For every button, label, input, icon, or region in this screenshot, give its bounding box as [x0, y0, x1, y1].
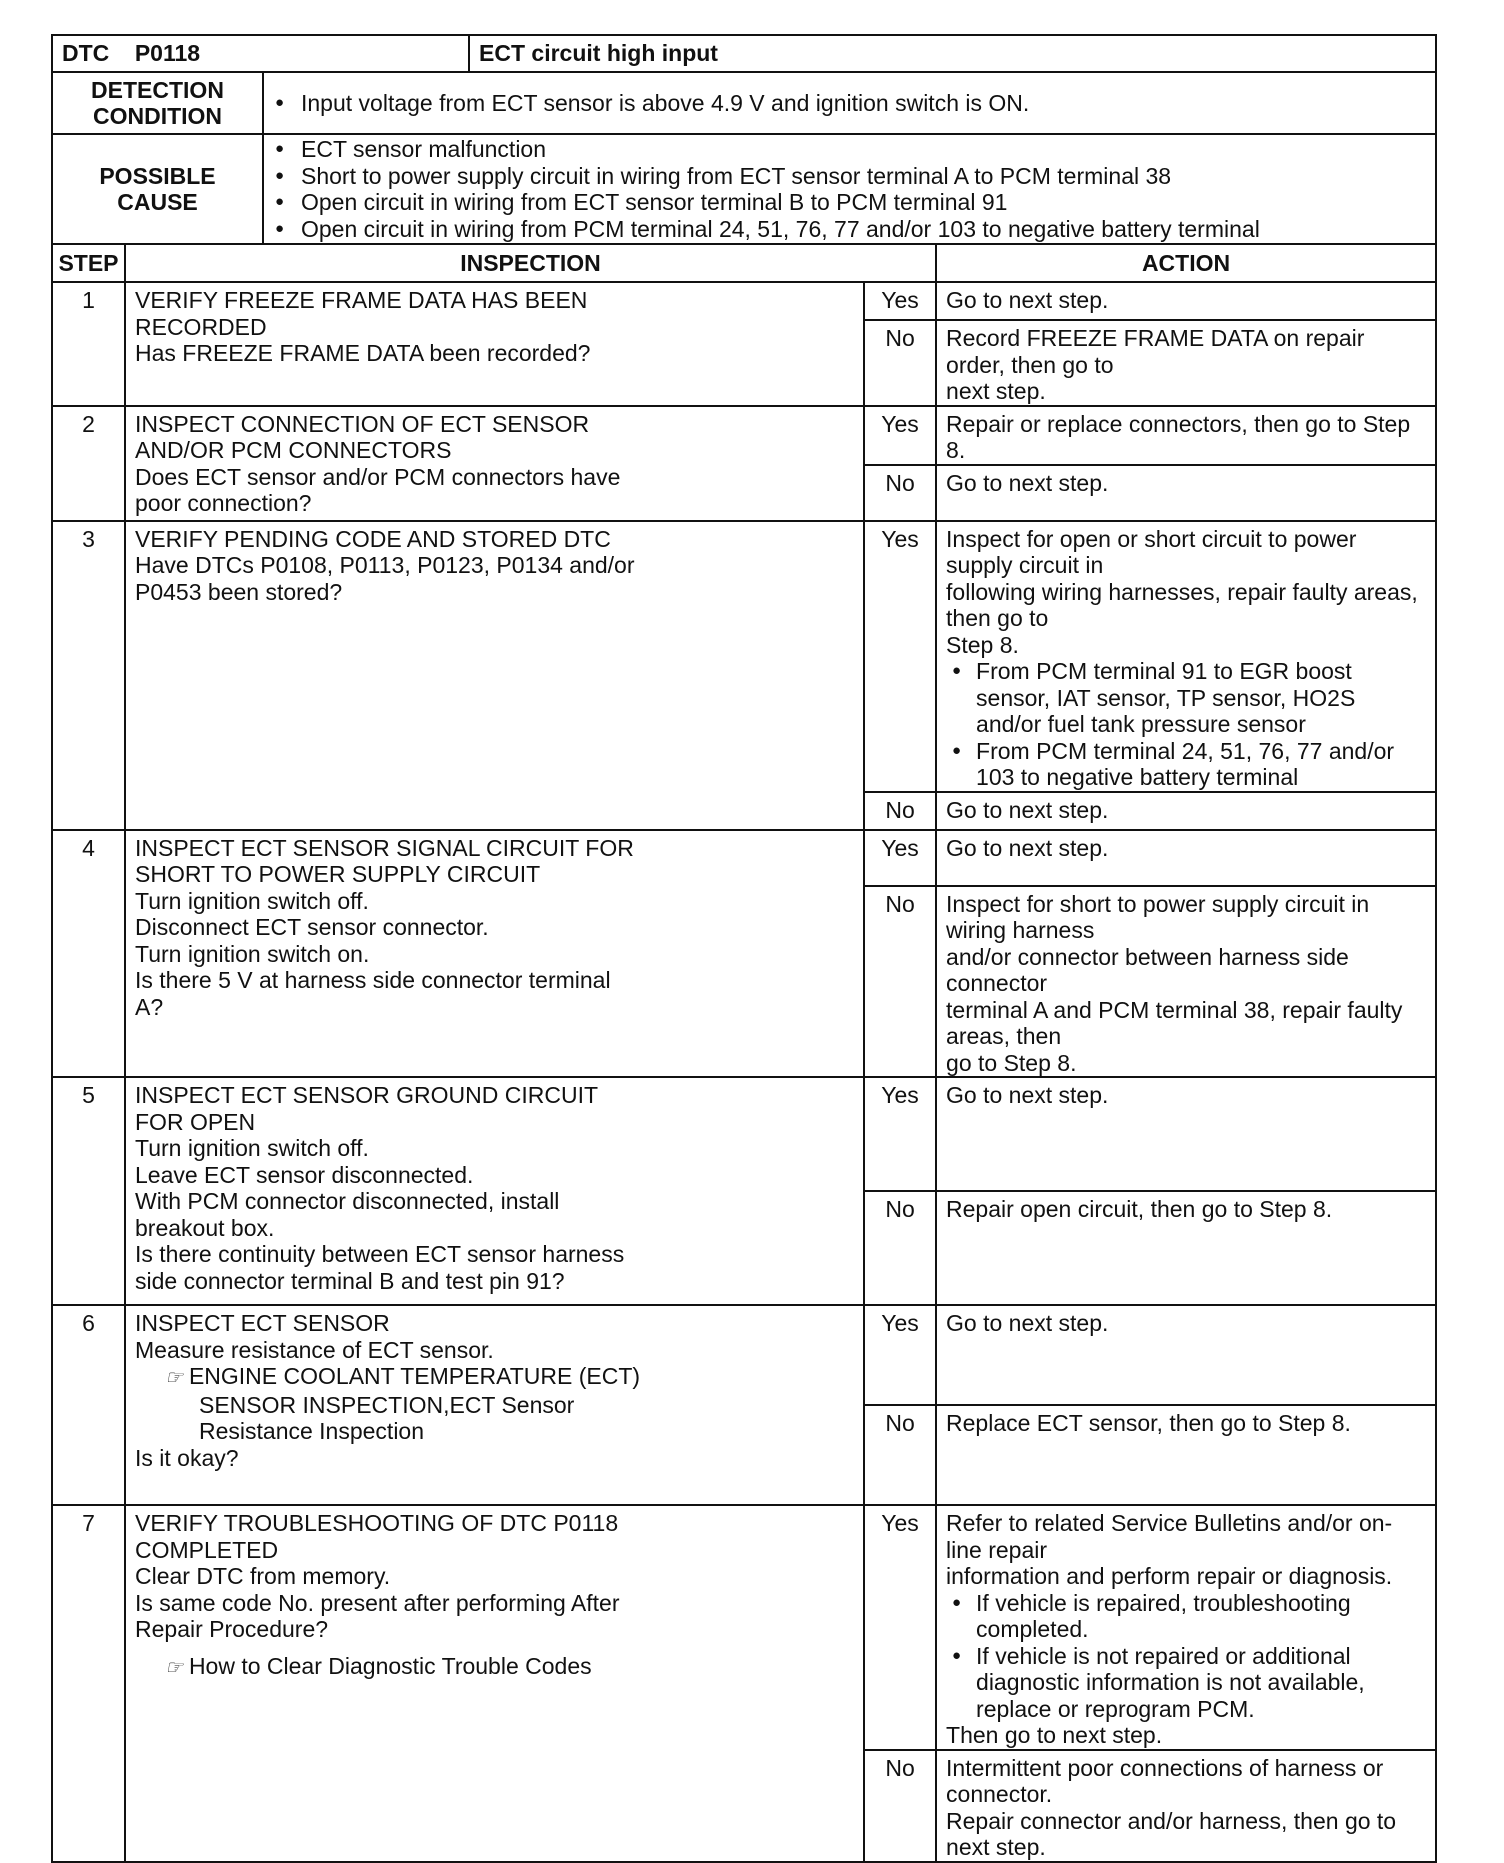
- dtc-procedure-sheet: [51, 34, 1435, 1863]
- detection-row: [52, 72, 1436, 134]
- no-label: No: [864, 1191, 936, 1305]
- cause-item: ● Open circuit in wiring from ECT sensor terminal B to PCM terminal 91: [273, 189, 1426, 216]
- col-action: ACTION: [936, 244, 1436, 282]
- yes-label: Yes: [864, 521, 936, 792]
- action-bullet: ● From PCM terminal 24, 51, 76, 77 and/or 103 to negative battery terminal: [946, 738, 1426, 791]
- no-label: No: [864, 1405, 936, 1505]
- cause-item: ● ECT sensor malfunction: [273, 136, 1426, 163]
- dtc-code: P0118: [134, 40, 201, 67]
- yes-label: Yes: [864, 406, 936, 465]
- yes-label: Yes: [864, 1505, 936, 1750]
- header-row: [52, 35, 1436, 72]
- action-bullet: ● From PCM terminal 91 to EGR boost sensor, IAT sensor, TP sensor, HO2S and/or fuel tank pressure sensor: [946, 658, 1426, 738]
- step-number: 4: [52, 830, 125, 1078]
- inspection-text: VERIFY PENDING CODE AND STORED DTC Have DTCs P0108, P0113, P0123, P0134 and/or P0453 been stored?: [125, 521, 864, 830]
- no-action: Go to next step.: [936, 792, 1436, 830]
- col-step: STEP: [52, 244, 125, 282]
- step-number: 7: [52, 1505, 125, 1862]
- yes-action: Go to next step.: [936, 1077, 1436, 1191]
- yes-action: Go to next step.: [936, 1305, 1436, 1405]
- cause-item: ● Open circuit in wiring from PCM terminal 24, 51, 76, 77 and/or 103 to negative battery terminal: [273, 216, 1426, 243]
- reference-link[interactable]: ☞ How to Clear Diagnostic Trouble Codes: [165, 1652, 592, 1679]
- dtc-title: ECT circuit high input: [469, 35, 1436, 72]
- cause-row: [52, 134, 1436, 244]
- yes-label: Yes: [864, 830, 936, 886]
- detection-condition: [263, 72, 1436, 134]
- step-number: 2: [52, 406, 125, 521]
- yes-action: Repair or replace connectors, then go to Step 8.: [936, 406, 1436, 465]
- no-action: Go to next step.: [936, 465, 1436, 521]
- no-action: Record FREEZE FRAME DATA on repair order, then go to next step.: [936, 320, 1436, 406]
- cause-label: POSSIBLE CAUSE: [52, 134, 263, 244]
- step-row: [52, 521, 1436, 792]
- detection-item: ● Input voltage from ECT sensor is above 4.9 V and ignition switch is ON.: [273, 90, 1426, 117]
- dtc-table: [51, 34, 1437, 1863]
- step-row: [52, 1305, 1436, 1405]
- no-label: No: [864, 792, 936, 830]
- yes-action: Go to next step.: [936, 830, 1436, 886]
- step-row: [52, 406, 1436, 465]
- col-inspection: INSPECTION: [125, 244, 936, 282]
- yes-action: Inspect for open or short circuit to power supply circuit in following wiring harnesses, repair faulty areas, then go to Step 8. ● From PCM terminal 91 to EGR boost sensor, IAT sensor, TP sensor, HO2S and/or fuel tank pressure sensor ● From PCM terminal 24, 51, 76, 77 and/or 103 to negative battery terminal: [936, 521, 1436, 792]
- yes-label: Yes: [864, 1077, 936, 1191]
- inspection-text: INSPECT ECT SENSOR Measure resistance of ECT sensor. ☞ ENGINE COOLANT TEMPERATURE (ECT) SENSOR INSPECTION,ECT Sensor Resistance Inspection Is it okay?: [125, 1305, 864, 1505]
- step-row: [52, 830, 1436, 886]
- action-bullet: ● If vehicle is not repaired or additional diagnostic information is not available, replace or reprogram PCM.: [946, 1643, 1426, 1723]
- dtc-code-cell: [52, 35, 469, 72]
- no-label: No: [864, 886, 936, 1078]
- no-action: Repair open circuit, then go to Step 8.: [936, 1191, 1436, 1305]
- step-number: 5: [52, 1077, 125, 1305]
- yes-action: Refer to related Service Bulletins and/or on-line repair information and perform repair or diagnosis. ● If vehicle is repaired, troubleshooting completed. ● If vehicle is not repaired or additional diagnostic information is not available, replace or reprogram PCM. Then go to next step.: [936, 1505, 1436, 1750]
- step-row: [52, 1505, 1436, 1750]
- dtc-label: DTC: [62, 40, 110, 67]
- no-action: Replace ECT sensor, then go to Step 8.: [936, 1405, 1436, 1505]
- inspection-text: VERIFY FREEZE FRAME DATA HAS BEEN RECORDED Has FREEZE FRAME DATA been recorded?: [125, 282, 864, 406]
- step-number: 6: [52, 1305, 125, 1505]
- no-label: No: [864, 320, 936, 406]
- step-number: 3: [52, 521, 125, 830]
- inspection-text: INSPECT ECT SENSOR GROUND CIRCUIT FOR OPEN Turn ignition switch off. Leave ECT sensor disconnected. With PCM connector disconnected, install breakout box. Is there continuity between ECT sensor harness side connector terminal B and test pin 91?: [125, 1077, 864, 1305]
- step-row: [52, 1077, 1436, 1191]
- no-label: No: [864, 1750, 936, 1862]
- inspection-text: INSPECT CONNECTION OF ECT SENSOR AND/OR PCM CONNECTORS Does ECT sensor and/or PCM connectors have poor connection?: [125, 406, 864, 521]
- yes-action: Go to next step.: [936, 282, 1436, 320]
- step-number: 1: [52, 282, 125, 406]
- inspection-text: VERIFY TROUBLESHOOTING OF DTC P0118 COMPLETED Clear DTC from memory. Is same code No. present after performing After Repair Procedure? ☞ How to Clear Diagnostic Trouble Codes: [125, 1505, 864, 1862]
- no-action: Inspect for short to power supply circuit in wiring harness and/or connector between harness side connector terminal A and PCM terminal 38, repair faulty areas, then go to Step 8.: [936, 886, 1436, 1078]
- pointing-hand-icon: ☞: [165, 1367, 183, 1389]
- column-header-row: [52, 244, 1436, 282]
- no-action: Intermittent poor connections of harness or connector. Repair connector and/or harness, then go to next step.: [936, 1750, 1436, 1862]
- yes-label: Yes: [864, 1305, 936, 1405]
- inspection-text: INSPECT ECT SENSOR SIGNAL CIRCUIT FOR SHORT TO POWER SUPPLY CIRCUIT Turn ignition switch off. Disconnect ECT sensor connector. Turn ignition switch on. Is there 5 V at harness side connector terminal A?: [125, 830, 864, 1078]
- action-bullet: ● If vehicle is repaired, troubleshooting completed.: [946, 1590, 1426, 1643]
- yes-label: Yes: [864, 282, 936, 320]
- cause-item: ● Short to power supply circuit in wiring from ECT sensor terminal A to PCM terminal 38: [273, 163, 1426, 190]
- possible-causes: [263, 134, 1436, 244]
- step-row: [52, 282, 1436, 320]
- detection-label: DETECTION CONDITION: [52, 72, 263, 134]
- reference-link[interactable]: ☞ ENGINE COOLANT TEMPERATURE (ECT): [165, 1363, 641, 1389]
- pointing-hand-icon: ☞: [165, 1656, 183, 1679]
- no-label: No: [864, 465, 936, 521]
